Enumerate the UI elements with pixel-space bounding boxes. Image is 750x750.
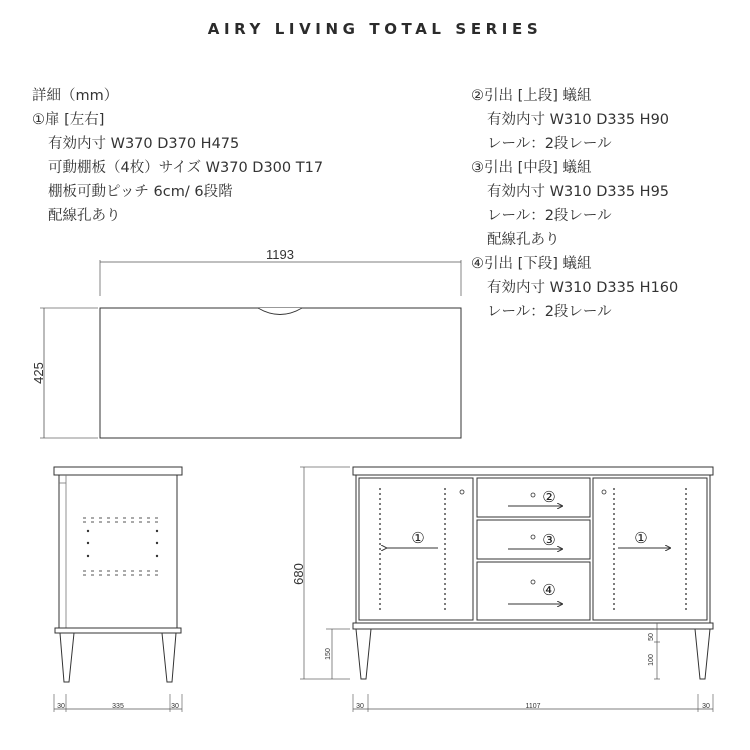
detail-50-label: 50 <box>648 633 655 641</box>
spec-left-line: 詳細（mm） <box>32 88 119 104</box>
callout-drawer-mid: ③ <box>542 531 556 549</box>
spec-left-line: 可動棚板（4枚）サイズ W370 D300 T17 <box>48 160 324 176</box>
drawer-mid <box>477 520 590 559</box>
front-dim-right: 30 <box>702 703 710 710</box>
spec-right-line: 配線孔あり <box>487 232 560 248</box>
spec-left-line: 有効内寸 W370 D370 H475 <box>48 136 240 152</box>
callout-drawer-top: ② <box>542 488 556 506</box>
front-top <box>353 467 713 475</box>
side-view <box>54 467 182 712</box>
spec-right-line: レール：2段レール <box>487 304 612 320</box>
keyhole-right <box>602 490 606 494</box>
front-leg-left <box>356 629 371 679</box>
side-dim-mid: 335 <box>112 703 124 710</box>
detail-100-label: 100 <box>648 654 655 666</box>
drawer-top <box>477 478 590 517</box>
spec-right-line: ④引出 [下段] 蟻組 <box>471 256 592 272</box>
side-top <box>54 467 182 475</box>
door-left <box>359 478 473 620</box>
spec-right-line: ③引出 [中段] 蟻組 <box>471 160 592 176</box>
spec-right-line: レール：2段レール <box>487 208 612 224</box>
front-view <box>291 467 713 712</box>
side-leg-right <box>162 633 176 682</box>
keyhole-left <box>460 490 464 494</box>
door-right <box>593 478 707 620</box>
side-body <box>59 475 177 628</box>
top-width-label: 1193 <box>266 247 294 262</box>
front-leg-right <box>695 629 710 679</box>
side-dim-left: 30 <box>57 703 65 710</box>
spec-right-line: ②引出 [上段] 蟻組 <box>471 88 592 104</box>
drawer-bottom <box>477 562 590 620</box>
callout-drawer-bottom: ④ <box>542 581 556 599</box>
total-height-label: 680 <box>291 563 306 585</box>
spec-right-line: 有効内寸 W310 D335 H95 <box>487 184 670 200</box>
spec-left-line: ①扉 [左右] <box>32 112 105 128</box>
side-leg-left <box>60 633 74 682</box>
top-board <box>100 308 461 438</box>
top-view <box>31 247 461 438</box>
side-dim-right: 30 <box>171 703 179 710</box>
spec-right-line: 有効内寸 W310 D335 H160 <box>487 280 679 296</box>
series-title: AIRY LIVING TOTAL SERIES <box>207 20 543 38</box>
front-dim-left: 30 <box>356 703 364 710</box>
spec-right-line: 有効内寸 W310 D335 H90 <box>487 112 670 128</box>
spec-left-line: 棚板可動ピッチ 6cm/ 6段階 <box>48 184 233 200</box>
leg-height-label: 150 <box>325 648 332 660</box>
front-dim-mid: 1107 <box>525 703 541 710</box>
spec-left-line: 配線孔あり <box>48 208 121 224</box>
callout-door-left: ① <box>411 529 425 547</box>
callout-door-right: ① <box>634 529 648 547</box>
top-depth-label: 425 <box>31 362 46 384</box>
spec-right-line: レール：2段レール <box>487 136 612 152</box>
